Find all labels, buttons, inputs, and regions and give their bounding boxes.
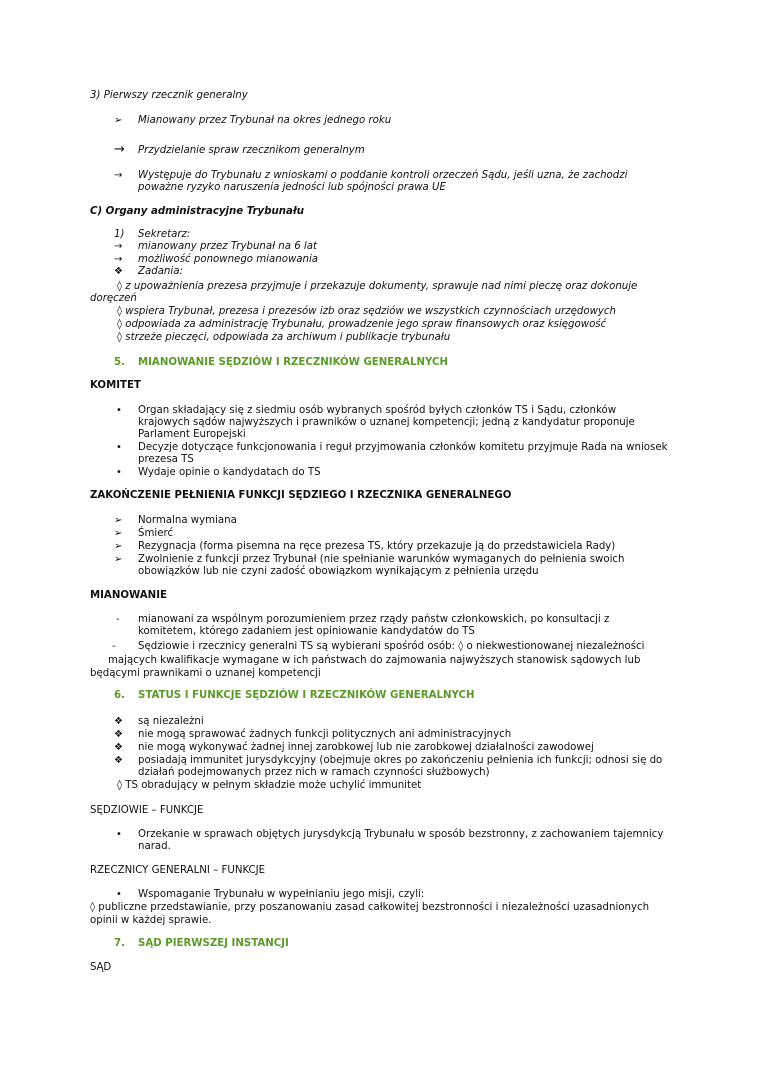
list-item: możliwość ponownego mianowania <box>138 254 319 265</box>
arrowhead-bullet-icon: ➢ <box>114 554 123 565</box>
list-item: Przydzielanie spraw rzecznikom generalnym <box>138 145 365 156</box>
task-line: ◊ odpowiada za administrację Trybunału, prowadzenie jego spraw finansowych oraz księgowość <box>117 319 607 330</box>
diamond-bullet-icon: ❖ <box>114 266 123 277</box>
list-item: Decyzje dotyczące funkcjonowania i reguł przyjmowania członków komitetu przyjmuje Rada na wniosek <box>138 442 668 453</box>
list-item: Sędziowie i rzecznicy generalni TS są wybierani spośród osób: ◊ o niekwestionowanej niezależności <box>138 641 645 652</box>
list-item-continuation: będącymi prawnikami o uznanej kompetencji <box>90 668 321 679</box>
list-item-continuation: działań podejmowanych przez nich w ramach czynności służbowych) <box>138 767 490 778</box>
sad-title: SĄD <box>90 962 112 973</box>
list-item: Zadania: <box>138 266 183 277</box>
list-item: Orzekanie w sprawach objętych jurysdykcją Trybunału w sposób bezstronny, z zachowaniem tajemnicy <box>138 829 664 840</box>
heading-number: 6. <box>114 690 125 701</box>
list-item: Normalna wymiana <box>138 515 237 526</box>
bullet-icon: • <box>116 889 122 900</box>
list-item-continuation: narad. <box>138 841 171 852</box>
bullet-icon: • <box>116 467 122 478</box>
list-item: mianowani za wspólnym porozumieniem przez rządy państw członkowskich, po konsultacji z <box>138 614 610 625</box>
list-item: Wydaje opinie o kandydatach do TS <box>138 467 321 478</box>
arrow-bullet-icon: → <box>114 170 123 181</box>
list-item-continuation: komitetem, którego zadaniem jest opiniowanie kandydatów do TS <box>138 626 475 637</box>
list-item-continuation: krajowych sądów najwyższych i prawników o uznanej kompetencji; jedną z kandydatur proponuje <box>138 417 635 428</box>
list-item: Mianowany przez Trybunał na okres jednego roku <box>138 115 392 126</box>
heading-number: 7. <box>114 938 125 949</box>
list-item: Śmierć <box>138 528 174 539</box>
dash-bullet-icon: - <box>116 614 120 625</box>
task-line: ◊ z upoważnienia prezesa przyjmuje i przekazuje dokumenty, sprawuje nad nimi pieczę oraz dokonuje <box>117 281 638 292</box>
section-title-pierwszy-rzecznik: 3) Pierwszy rzecznik generalny <box>90 90 248 101</box>
list-item-continuation: prezesa TS <box>138 454 194 465</box>
arrow-bullet-icon: → <box>114 142 125 157</box>
list-item: nie mogą wykonywać żadnej innej zarobkowej lub nie zarobkowej działalności zawodowej <box>138 742 594 753</box>
komitet-title: KOMITET <box>90 380 141 391</box>
arrow-bullet-icon: → <box>114 254 123 265</box>
diamond-bullet-icon: ❖ <box>114 716 123 727</box>
list-item: są niezależni <box>138 716 204 727</box>
list-item: Rezygnacja (forma pisemna na ręce prezesa TS, który przekazuje ją do przedstawiciela Rady) <box>138 541 616 552</box>
arrowhead-bullet-icon: ➢ <box>114 528 123 539</box>
heading-mianowanie-sedziow: MIANOWANIE SĘDZIÓW I RZECZNIKÓW GENERALNYCH <box>138 357 449 368</box>
sedziowie-title: SĘDZIOWIE – FUNKCJE <box>90 805 204 816</box>
rzecznicy-title: RZECZNICY GENERALNI – FUNKCJE <box>90 865 266 876</box>
dash-bullet-icon: - <box>112 641 116 652</box>
heading-status-funkcje: STATUS I FUNKCJE SĘDZIÓW I RZECZNIKÓW GENERALNYCH <box>138 690 475 701</box>
list-item: mianowany przez Trybunał na 6 lat <box>138 241 318 252</box>
list-item: Występuje do Trybunału z wnioskami o poddanie kontroli orzeczeń Sądu, jeśli uzna, że zachodzi <box>138 170 628 181</box>
diamond-bullet-icon: ❖ <box>114 755 123 766</box>
list-item: ◊ TS obradujący w pełnym składzie może uchylić immunitet <box>117 780 422 791</box>
heading-sad-pierwszej-instancji: SĄD PIERWSZEJ INSTANCJI <box>138 938 289 949</box>
list-item-continuation: poważne ryzyko naruszenia jedności lub spójności prawa UE <box>138 182 446 193</box>
sekretarz-label: Sekretarz: <box>138 229 191 240</box>
list-item: nie mogą sprawować żadnych funkcji politycznych ani administracyjnych <box>138 729 512 740</box>
list-item-continuation: opinii w każdej sprawie. <box>90 915 212 926</box>
arrowhead-bullet-icon: ➢ <box>114 115 123 126</box>
task-line: doręczeń <box>90 293 137 304</box>
list-number: 1) <box>114 229 125 240</box>
bullet-icon: • <box>116 829 122 840</box>
task-line: ◊ strzeże pieczęci, odpowiada za archiwum i publikacje trybunału <box>117 332 451 343</box>
arrow-bullet-icon: → <box>114 241 123 252</box>
section-title-organy: C) Organy administracyjne Trybunału <box>90 206 304 217</box>
heading-number: 5. <box>114 357 125 368</box>
diamond-bullet-icon: ❖ <box>114 742 123 753</box>
list-item-continuation: ◊ publiczne przedstawianie, przy poszanowaniu zasad całkowitej bezstronności i niezależności uzasadnionych <box>90 902 650 913</box>
list-item: Wspomaganie Trybunału w wypełnianiu jego misji, czyli: <box>138 889 425 900</box>
list-item-continuation: mających kwalifikacje wymagane w ich państwach do zajmowania najwyższych stanowisk sądowych lub <box>108 655 641 666</box>
arrowhead-bullet-icon: ➢ <box>114 541 123 552</box>
diamond-bullet-icon: ❖ <box>114 729 123 740</box>
bullet-icon: • <box>116 405 122 416</box>
list-item: posiadają immunitet jurysdykcyjny (obejmuje okres po zakończeniu pełnienia ich funkcji; odnosi się do <box>138 755 663 766</box>
bullet-icon: • <box>116 442 122 453</box>
mianowanie-title: MIANOWANIE <box>90 590 167 601</box>
task-line: ◊ wspiera Trybunał, prezesa i prezesów izb oraz sędziów we wszystkich czynnościach urzędowych <box>117 306 616 317</box>
zakonczenie-title: ZAKOŃCZENIE PEŁNIENIA FUNKCJI SĘDZIEGO I RZECZNIKA GENERALNEGO <box>90 490 512 501</box>
list-item-continuation: Parlament Europejski <box>138 429 246 440</box>
list-item-continuation: obowiązków lub nie czyni zadość obowiązkom wynikającym z pełnienia urzędu <box>138 566 539 577</box>
list-item: Zwolnienie z funkcji przez Trybunał (nie spełnianie warunków wymaganych do pełnienia swoich <box>138 554 625 565</box>
list-item: Organ składający się z siedmiu osób wybranych spośród byłych członków TS i Sądu, członków <box>138 405 617 416</box>
arrowhead-bullet-icon: ➢ <box>114 515 123 526</box>
